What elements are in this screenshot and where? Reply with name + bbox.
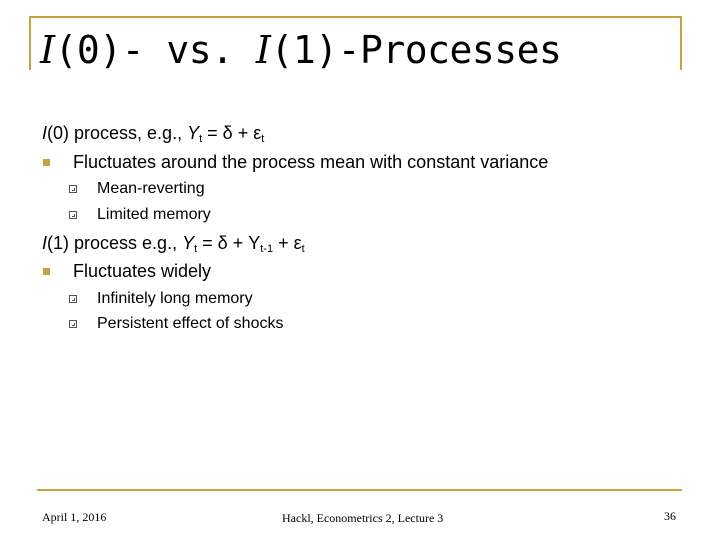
checkbox-bullet-icon bbox=[69, 320, 77, 328]
i0-heading-text: (0) process, e.g., bbox=[47, 123, 188, 143]
i1-heading bbox=[42, 233, 305, 255]
i0-formula-y: Y bbox=[187, 123, 200, 143]
i0-formula-eps-sub: t bbox=[261, 133, 265, 145]
page-number: 36 bbox=[664, 509, 676, 523]
i1-bullet: Fluctuates widely bbox=[73, 261, 212, 281]
title-italic-i-2: I bbox=[255, 28, 271, 72]
i1-italic: I bbox=[42, 233, 48, 253]
i1-subitem-1: Infinitely long memory bbox=[97, 290, 253, 307]
i0-formula-mid: = δ + ε bbox=[202, 123, 262, 143]
i1-heading-text: (1) process e.g., bbox=[47, 233, 183, 253]
title-part3: (1)-Processes bbox=[270, 28, 562, 72]
i0-subitem-1: Mean-reverting bbox=[97, 180, 205, 197]
title-part1: (0)- vs. bbox=[54, 28, 256, 72]
i1-formula-y: Y bbox=[182, 233, 195, 253]
i0-formula-y-sub: t bbox=[199, 133, 203, 145]
i1-formula-y-sub: t bbox=[194, 243, 198, 255]
i0-heading bbox=[42, 123, 264, 145]
i1-formula-tail: + ε bbox=[273, 233, 302, 253]
i1-formula-mid-sub: t-1 bbox=[260, 243, 274, 255]
slide-title bbox=[40, 26, 565, 74]
i0-subitem-2: Limited memory bbox=[97, 206, 211, 223]
title-italic-i: I bbox=[40, 28, 55, 72]
checkbox-bullet-icon bbox=[69, 185, 77, 193]
square-bullet-icon bbox=[43, 159, 50, 166]
square-bullet-icon bbox=[43, 268, 50, 275]
i0-bullet: Fluctuates around the process mean with constant variance bbox=[73, 152, 549, 172]
i0-italic: I bbox=[42, 123, 48, 143]
checkbox-bullet-icon bbox=[69, 295, 77, 303]
i1-formula-eps-sub: t bbox=[301, 243, 305, 255]
footer-rule bbox=[37, 489, 682, 491]
i1-formula-mid: = δ + Y bbox=[197, 233, 261, 253]
footer-date: April 1, 2016 bbox=[42, 510, 107, 524]
footer-center: Hackl, Econometrics 2, Lecture 3 bbox=[282, 511, 444, 525]
checkbox-bullet-icon bbox=[69, 211, 77, 219]
i1-subitem-2: Persistent effect of shocks bbox=[97, 315, 284, 332]
